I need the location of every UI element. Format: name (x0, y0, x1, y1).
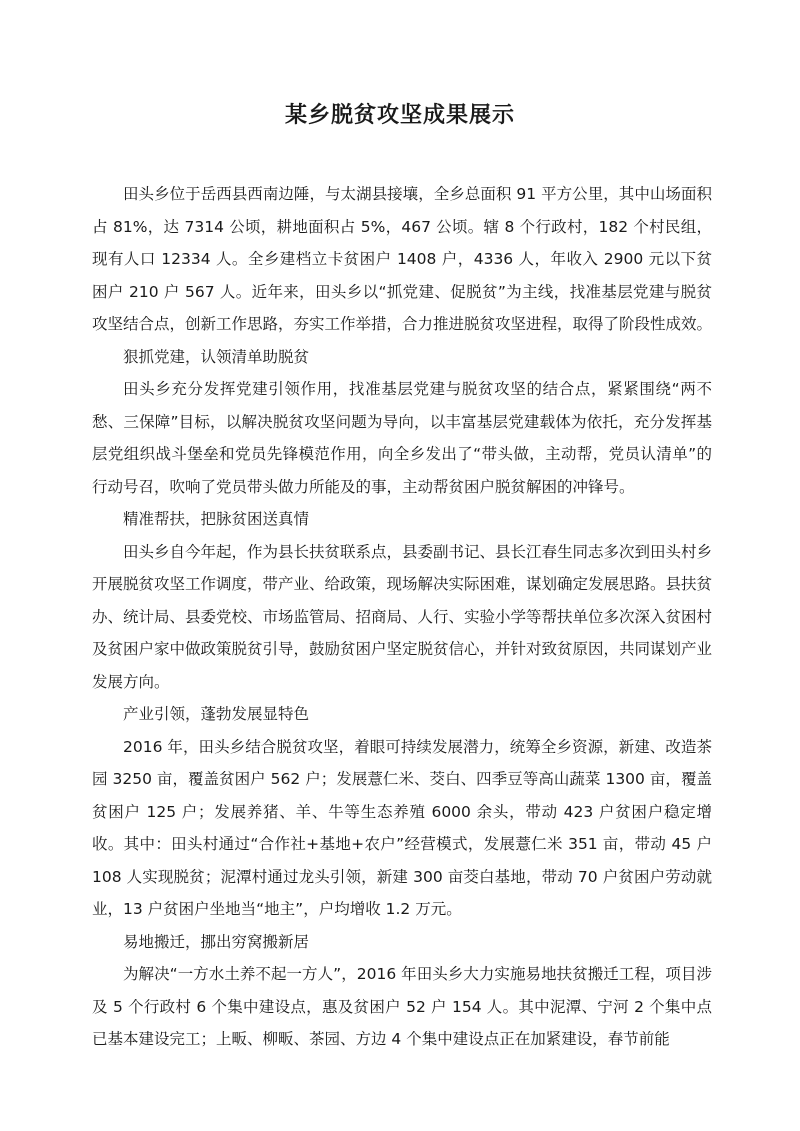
relocation-paragraph: 为解决“一方水土养不起一方人”，2016 年田头乡大力实施易地扶贫搬迁工程，项目涉及 5 个行政村 6 个集中建设点，惠及贫困户 52 户 154 人。其中泥潭、宁河 2 个集中点已基本建设完工；上畈、柳畈、茶园、方边 4 个集中建设点正在加紧建设，春节前能 (92, 965, 712, 1048)
section-heading-industry: 产业引领，蓬勃发展显特色 (123, 705, 310, 723)
section-heading-precise-assistance: 精准帮扶，把脉贫困送真情 (123, 510, 310, 528)
intro-paragraph: 田头乡位于岳西县西南边陲，与太湖县接壤，全乡总面积 91 平方公里，其中山场面积占 81%，达 7314 公顷，耕地面积占 5%，467 公顷。辖 8 个行政村，182 个村民组，现有人口 12334 人。全乡建档立卡贫困户 1408 户，4336 人，年收入 2900 元以下贫困户 210 户 567 人。近年来，田头乡以“抓党建、促脱贫”为主线，找准基层党建与脱贫攻坚结合点，创新工作思路，夯实工作举措，合力推进脱贫攻坚进程，取得了阶段性成效。 (92, 185, 713, 333)
section-heading-party-building: 狠抓党建，认领清单助脱贫 (123, 347, 310, 366)
page-title: 某乡脱贫攻坚成果展示 (284, 103, 515, 128)
precise-assistance-paragraph: 田头乡自今年起，作为县长扶贫联系点，县委副书记、县长江春生同志多次到田头村乡开展脱贫攻坚工作调度，带产业、给政策，现场解决实际困难，谋划确定发展思路。县扶贫办、统计局、县委党校、市场监管局、招商局、人行、实验小学等帮扶单位多次深入贫困村及贫困户家中做政策脱贫引导，鼓励贫困户坚定脱贫信心，并针对致贫原因，共同谋划产业发展方向。 (92, 542, 713, 691)
section-heading-relocation: 易地搬迁，挪出穷窝搬新居 (123, 932, 310, 951)
industry-paragraph: 2016 年，田头乡结合脱贫攻坚，着眼可持续发展潜力，统筹全乡资源，新建、改造茶园 3250 亩，覆盖贫困户 562 户；发展薏仁米、茭白、四季豆等高山蔬菜 1300 亩，覆盖贫困户 125 户；发展养猪、羊、牛等生态养殖 6000 余头，带动 423 户贫困户稳定增收。其中：田头村通过“合作社+基地+农户”经营模式，发展薏仁米 351 亩，带动 45 户 108 人实现脱贫；泥潭村通过龙头引领，新建 300 亩茭白基地，带动 70 户贫困户劳动就业，13 户贫困户坐地当“地主”，户均增收 1.2 万元。 (92, 737, 712, 918)
document-body (92, 178, 712, 1056)
party-building-paragraph: 田头乡充分发挥党建引领作用，找准基层党建与脱贫攻坚的结合点，紧紧围绕“两不愁、三保障”目标，以解决脱贫攻坚问题为导向，以丰富基层党建载体为依托，充分发挥基层党组织战斗堡垒和党员先锋模范作用，向全乡发出了“带头做，主动帮，党员认清单”的行动号召，吹响了党员带头做力所能及的事，主动帮贫困户脱贫解困的冲锋号。 (92, 380, 712, 496)
